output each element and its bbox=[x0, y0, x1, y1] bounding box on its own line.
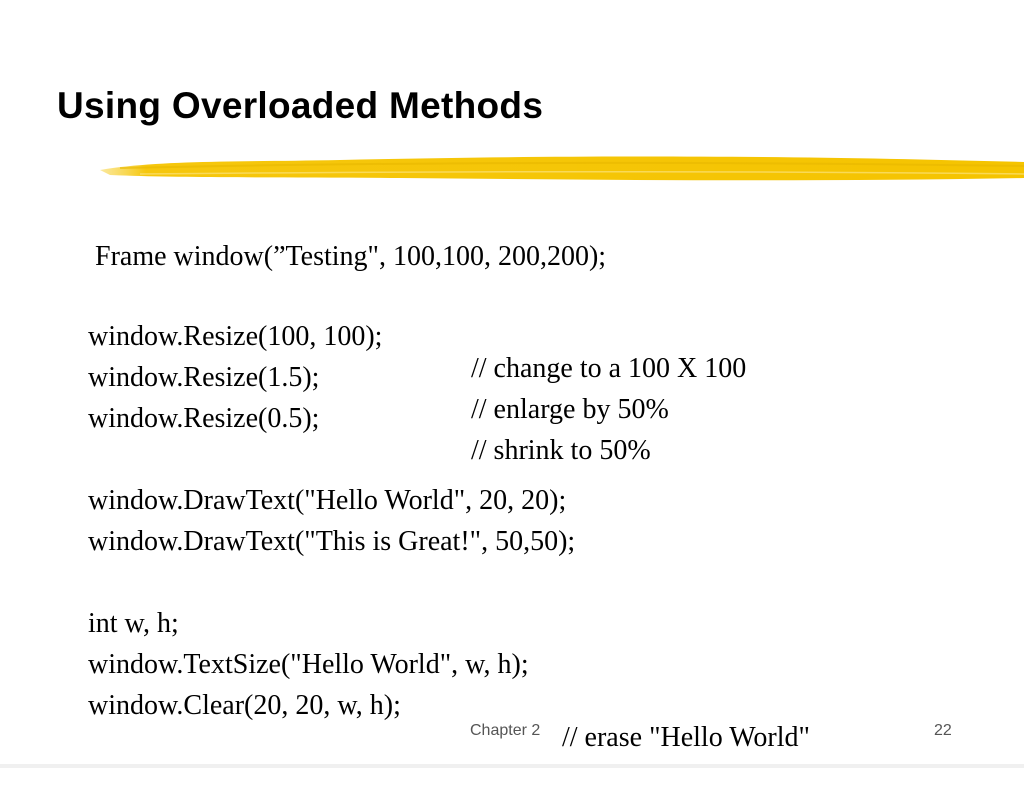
code-comment: // erase "Hello World" bbox=[562, 722, 810, 753]
code-text: window.DrawText("Hello World", 20, 20); bbox=[88, 485, 567, 516]
footer-page-number: 22 bbox=[934, 722, 952, 739]
code-text: window.Resize(100, 100); bbox=[88, 321, 383, 352]
footer-chapter: Chapter 2 bbox=[470, 722, 541, 739]
code-comment: // change to a 100 X 100 bbox=[471, 353, 747, 384]
highlighter-stroke-decoration bbox=[100, 148, 1024, 188]
code-text: window.TextSize("Hello World", w, h); bbox=[88, 649, 529, 680]
code-comment: // shrink to 50% bbox=[471, 435, 651, 466]
slide-title: Using Overloaded Methods bbox=[57, 85, 544, 126]
bottom-divider bbox=[0, 764, 1024, 768]
code-text: window.Clear(20, 20, w, h); bbox=[88, 690, 401, 721]
code-text: int w, h; bbox=[88, 608, 179, 639]
code-text: window.DrawText("This is Great!", 50,50); bbox=[88, 526, 576, 557]
code-text: window.Resize(0.5); bbox=[88, 403, 320, 434]
code-comment: // enlarge by 50% bbox=[471, 394, 669, 425]
code-text: window.Resize(1.5); bbox=[88, 362, 320, 393]
code-text: Frame window(”Testing", 100,100, 200,200); bbox=[88, 241, 607, 272]
